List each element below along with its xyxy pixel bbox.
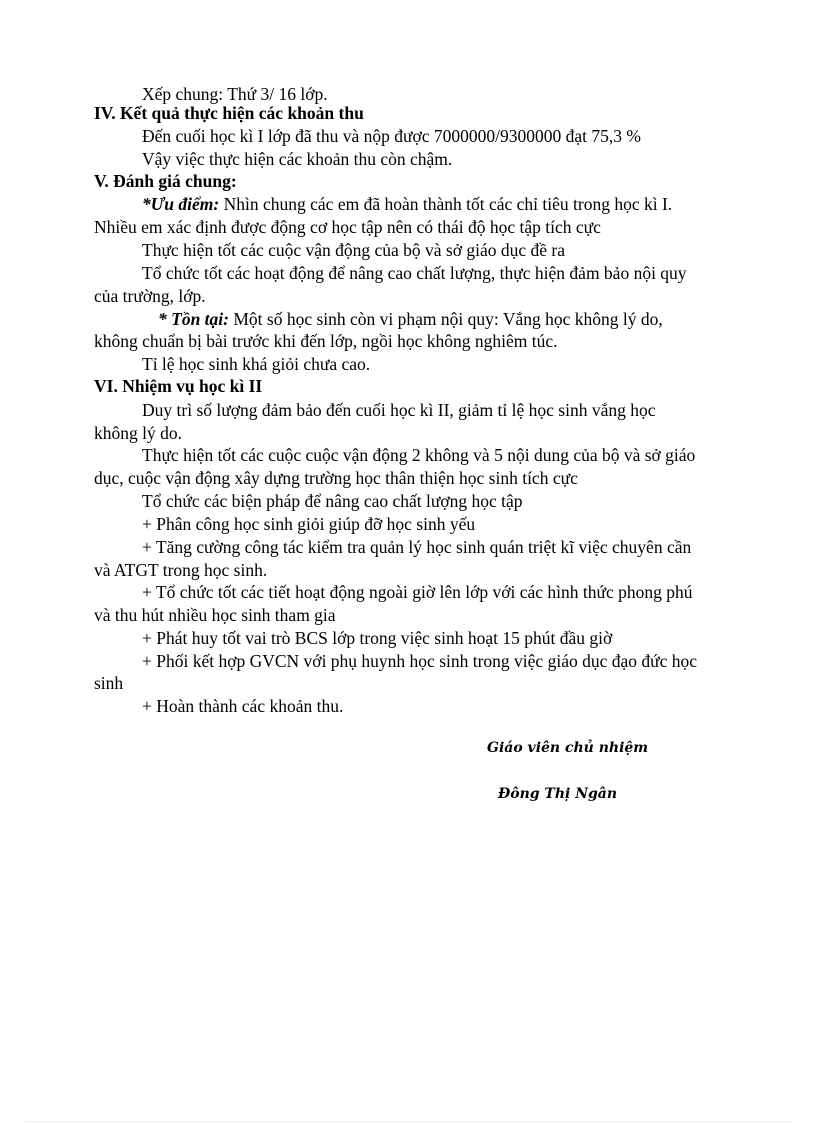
- good-student-rate: Tỉ lệ học sinh khá giỏi chưa cao.: [142, 354, 371, 374]
- strengths-line-1: [142, 193, 672, 215]
- measure-2-line-2: và ATGT trong học sinh.: [94, 560, 268, 580]
- measure-4: + Phát huy tốt vai trò BCS lớp trong việc sinh hoạt 15 phút đầu giờ: [142, 628, 613, 648]
- weakness-label: * Tồn tại:: [158, 309, 229, 329]
- strengths-label: *Ưu điểm:: [142, 194, 220, 214]
- fee-collection-paragraph: Đến cuối học kì I lớp đã thu và nộp được 7000000/9300000 đạt 75,3 %: [142, 126, 641, 146]
- fee-collection-note: Vậy việc thực hiện các khoản thu còn chậm.: [142, 149, 453, 169]
- activities-line-2: của trường, lớp.: [94, 286, 206, 306]
- measure-1: + Phân công học sinh giỏi giúp đỡ học sinh yếu: [142, 514, 476, 534]
- measure-6: + Hoàn thành các khoản thu.: [142, 696, 344, 716]
- strengths-line-2: Nhiều em xác định được động cơ học tập nên có thái độ học tập tích cực: [94, 217, 601, 237]
- section-4-heading: IV. Kết quả thực hiện các khoản thu: [94, 103, 364, 123]
- task-3: Tổ chức các biện pháp để nâng cao chất lượng học tập: [142, 491, 523, 511]
- activities-line-1: Tổ chức tốt các hoạt động để nâng cao chất lượng, thực hiện đảm bảo nội quy: [142, 263, 687, 283]
- task-2-line-2: dục, cuộc vận động xây dựng trường học thân thiện học sinh tích cực: [94, 468, 578, 488]
- campaigns-paragraph: Thực hiện tốt các cuộc vận động của bộ và sở giáo dục đề ra: [142, 240, 566, 260]
- measure-3-line-1: + Tổ chức tốt các tiết hoạt động ngoài giờ lên lớp với các hình thức phong phú: [142, 582, 693, 602]
- weakness-text: Một số học sinh còn vi phạm nội quy: Vắng học không lý do,: [228, 309, 663, 329]
- page-bottom-divider: [24, 1121, 792, 1122]
- task-2-line-1: Thực hiện tốt các cuộc cuộc vận động 2 không và 5 nội dung của bộ và sở giáo: [142, 445, 696, 465]
- section-5-heading: V. Đánh giá chung:: [94, 171, 237, 191]
- measure-5-line-1: + Phối kết hợp GVCN với phụ huynh học sinh trong việc giáo dục đạo đức học: [142, 651, 698, 671]
- measure-2-line-1: + Tăng cường công tác kiểm tra quản lý học sinh quán triệt kĩ việc chuyên cần: [142, 537, 692, 557]
- measure-3-line-2: và thu hút nhiều học sinh tham gia: [94, 605, 336, 625]
- section-6-heading: VI. Nhiệm vụ học kì II: [94, 376, 263, 396]
- task-1-line-2: không lý do.: [94, 423, 182, 443]
- weakness-line-1: [158, 308, 663, 330]
- weakness-line-2: không chuẩn bị bài trước khi đến lớp, ngồi học không nghiêm túc.: [94, 331, 558, 351]
- signature-name: Đông Thị Ngân: [498, 786, 618, 802]
- class-rank-line: Xếp chung: Thứ 3/ 16 lớp.: [142, 84, 328, 104]
- measure-5-line-2: sinh: [94, 673, 124, 693]
- signature-title: Giáo viên chủ nhiệm: [487, 740, 649, 756]
- task-1-line-1: Duy trì số lượng đảm bảo đến cuối học kì II, giảm tỉ lệ học sinh vắng học: [142, 400, 656, 420]
- strengths-text: Nhìn chung các em đã hoàn thành tốt các chỉ tiêu trong học kì I.: [219, 194, 673, 214]
